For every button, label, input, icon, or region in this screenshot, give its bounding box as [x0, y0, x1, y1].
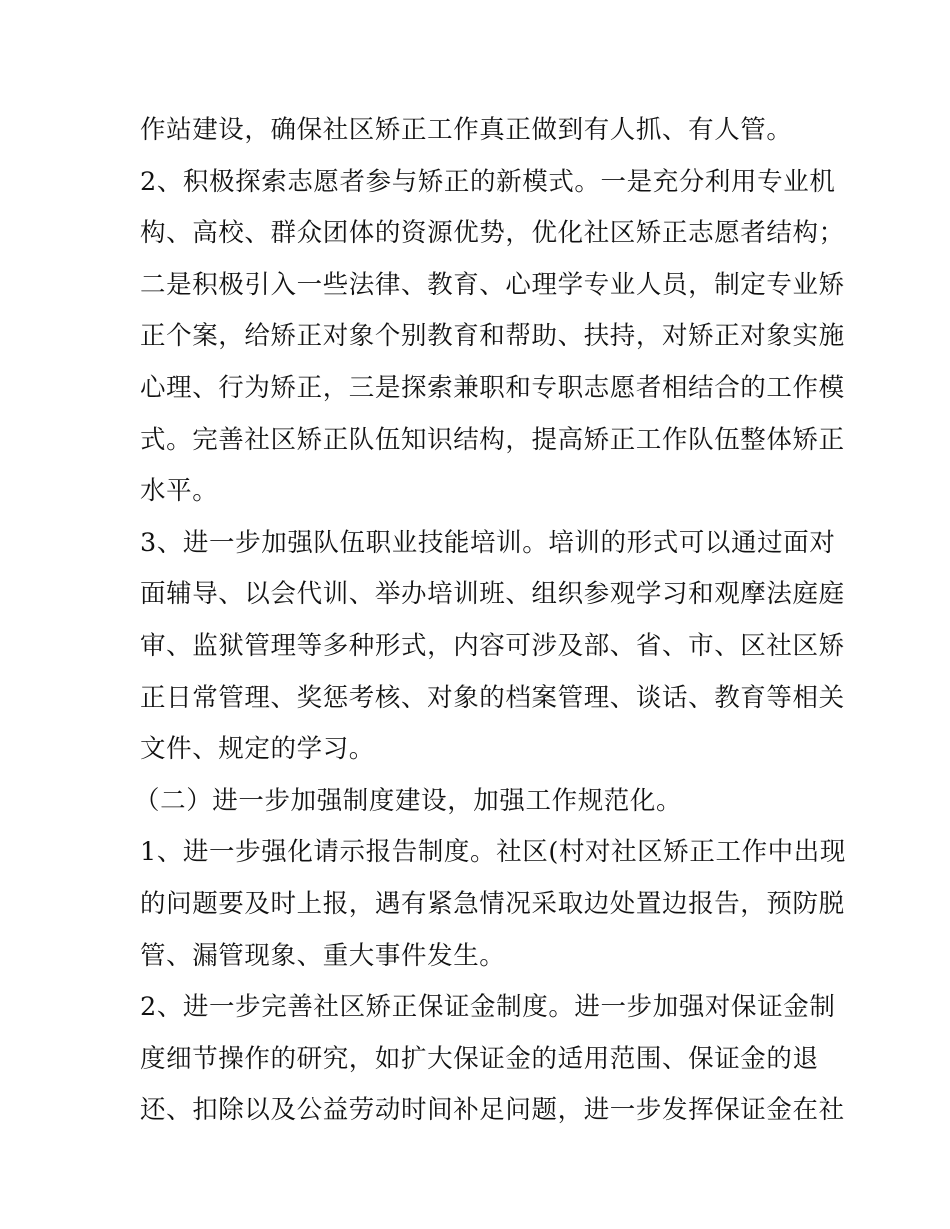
text-line: 水平。	[140, 476, 219, 507]
document-body	[134, 110, 846, 1142]
text-line: 2、进一步完善社区矫正保证金制度。进一步加强对保证金制	[140, 992, 836, 1023]
text-line: 管、漏管现象、重大事件发生。	[140, 940, 506, 971]
text-line: 审、监狱管理等多种形式，内容可涉及部、省、市、区社区矫	[140, 630, 845, 661]
text-line: 3、进一步加强队伍职业技能培训。培训的形式可以通过面对	[140, 527, 836, 558]
text-line: 度细节操作的研究，如扩大保证金的适用范围、保证金的退	[140, 1043, 819, 1074]
text-line: 二是积极引入一些法律、教育、心理学专业人员，制定专业矫	[140, 269, 845, 300]
text-line: 面辅导、以会代训、举办培训班、组织参观学习和观摩法庭庭	[140, 579, 845, 610]
text-line: 正日常管理、奖惩考核、对象的档案管理、谈话、教育等相关	[140, 682, 845, 713]
text-line: 的问题要及时上报，遇有紧急情况采取边处置边报告，预防脱	[140, 888, 845, 919]
text-line: 正个案，给矫正对象个别教育和帮助、扶持，对矫正对象实施	[140, 321, 845, 352]
text-line: 2、积极探索志愿者参与矫正的新模式。一是充分利用专业机	[140, 166, 836, 197]
text-line: 作站建设，确保社区矫正工作真正做到有人抓、有人管。	[140, 115, 793, 145]
text-line: 心理、行为矫正，三是探索兼职和专职志愿者相结合的工作模	[140, 372, 845, 403]
text-line: 文件、规定的学习。	[140, 734, 375, 765]
text-line: 还、扣除以及公益劳动时间补足问题，进一步发挥保证金在社	[140, 1095, 845, 1126]
text-line: 构、高校、群众团体的资源优势，优化社区矫正志愿者结构；	[140, 218, 845, 249]
text-line: 式。完善社区矫正队伍知识结构，提高矫正工作队伍整体矫正	[140, 424, 845, 455]
text-line: 1、进一步强化请示报告制度。社区(村对社区矫正工作中出现	[140, 837, 846, 868]
section-heading: （二）进一步加强制度建设，加强工作规范化。	[134, 785, 683, 816]
